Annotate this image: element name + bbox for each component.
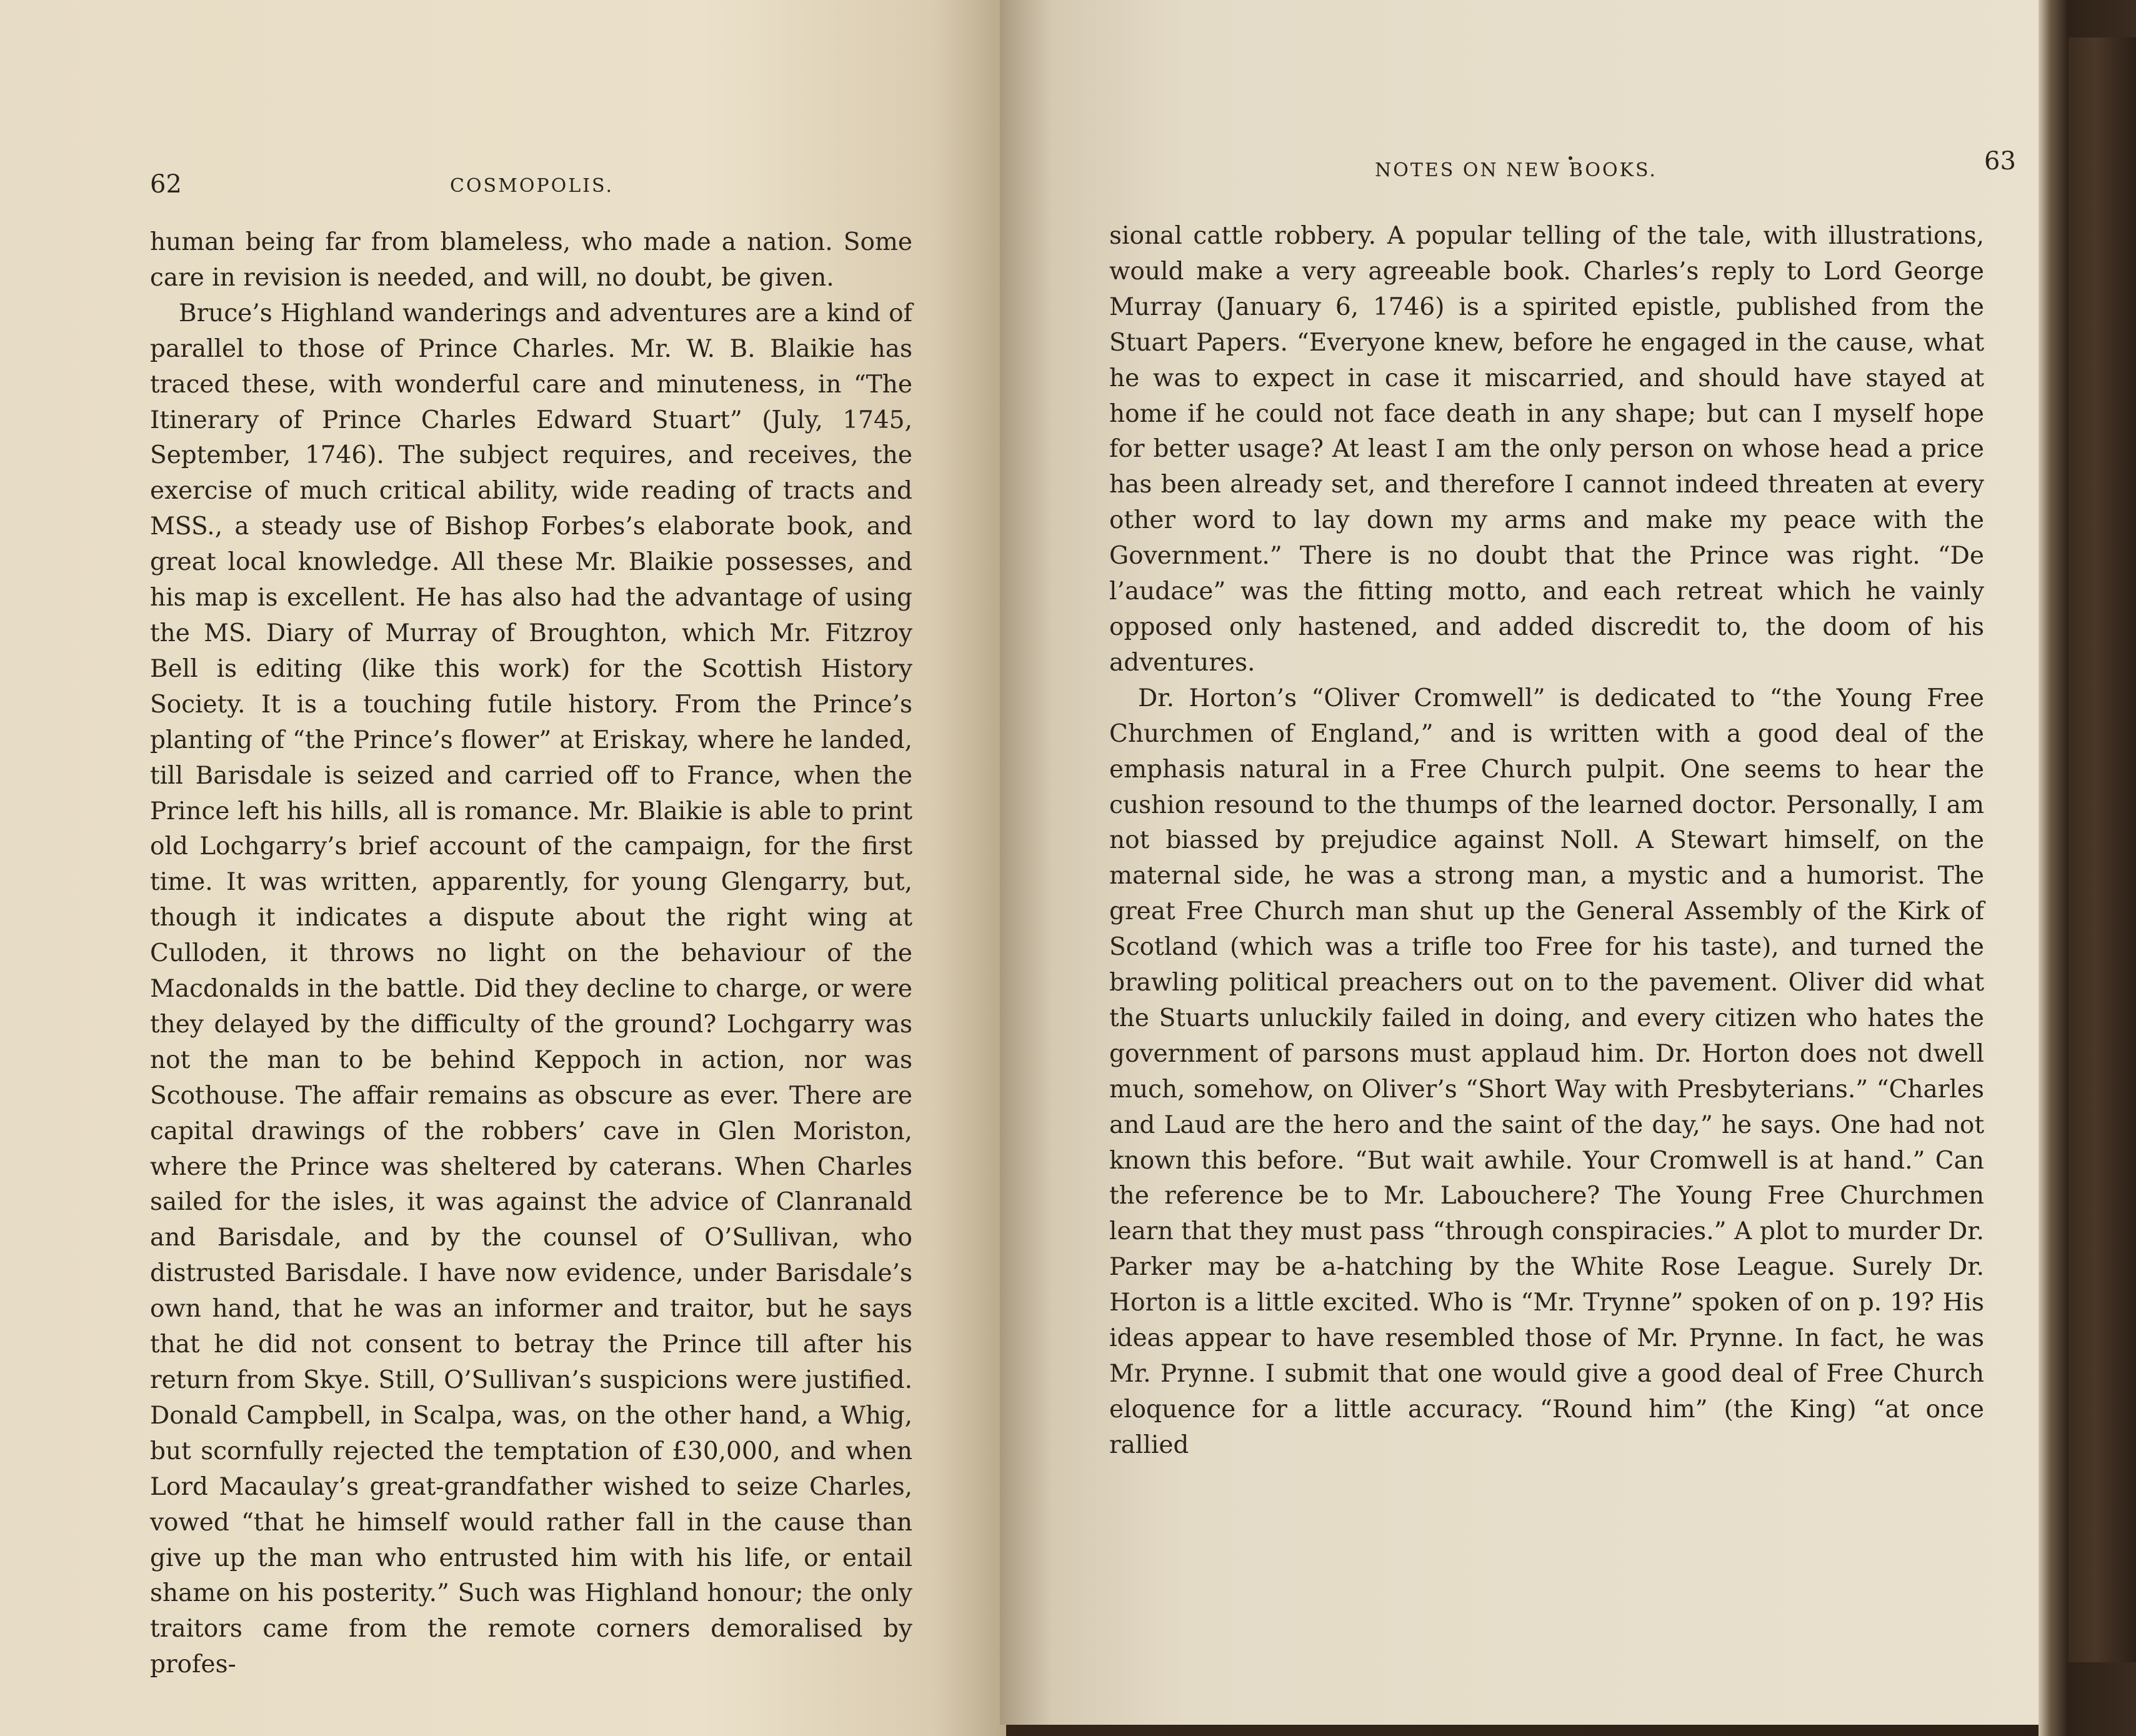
left-page-header	[150, 170, 912, 219]
right-page-header	[1337, 147, 2136, 203]
page-number: 62	[150, 170, 182, 199]
page-number: 63	[1984, 147, 2016, 176]
paragraph: Bruce’s Highland wanderings and adventures are a kind of parallel to those of Prince Charles. Mr. W. B. Blaikie has traced these, with wonderful care and minuteness, in “The Itinerary of Prince Charles Edward Stuart” (July, 1745, September, 1746). The subject requires, and receives, the exercise of much critical ability, wide reading of tracts and MSS., a steady use of Bishop Forbes’s elaborate book, and great local knowledge. All these Mr. Blaikie possesses, and his map is excellent. He has also had the advantage of using the MS. Diary of Murray of Broughton, which Mr. Fitzroy Bell is editing (like this work) for the Scottish History Society. It is a touching futile history. From the Prince’s planting of “the Prince’s flower” at Eriskay, where he landed, till Barisdale is seized and carried off to France, when the Prince left his hills, all is romance. Mr. Blaikie is able to print old Lochgarry’s brief account of the campaign, for the first time. It was written, apparently, for young Glengarry, but, though it indicates a dispute about the right wing at Culloden, it throws no light on the behaviour of the Macdonalds in the battle. Did they decline to charge, or were they delayed by the difficulty of the ground? Lochgarry was not the man to be behind Keppoch in action, nor was Scothouse. The affair remains as obscure as ever. There are capital drawings of the robbers’ cave in Glen Moriston, where the Prince was sheltered by caterans. When Charles sailed for the isles, it was against the advice of Clanranald and Barisdale, and by the counsel of O’Sullivan, who distrusted Barisdale. I have now evidence, under Barisdale’s own hand, that he was an informer and traitor, but he says that he did not consent to betray the Prince till after his return from Skye. Still, O’Sullivan’s suspicions were justified. Donald Campbell, in Scalpa, was, on the other hand, a Whig, but scornfully rejected the temptation of £30,000, and when Lord Macaulay’s great-grandfather wished to seize Charles, vowed “that he himself would rather fall in the cause than give up the man who entrusted him with his life, or entail shame on his posterity.” Such was Highland honour; the only traitors came from the remote corners demoralised by profes-	[150, 299, 912, 1679]
right-page-body	[1109, 219, 1984, 1464]
cover-board	[2069, 37, 2136, 1662]
paragraph: Dr. Horton’s “Oliver Cromwell” is dedicated to “the Young Free Churchmen of England,” and is written with a good deal of the emphasis natural in a Free Church pulpit. One seems to hear the cushion resound to the thumps of the learned doctor. Personally, I am not biassed by prejudice against Noll. A Stewart himself, on the maternal side, he was a strong man, a mystic and a humorist. The great Free Church man shut up the General Assembly of the Kirk of Scotland (which was a trifle too Free for his taste), and turned the brawling political preachers out on to the pavement. Oliver did what the Stuarts unluckily failed in doing, and every citizen who hates the government of parsons must applaud him. Dr. Horton does not dwell much, somehow, on Oliver’s “Short Way with Presbyterians.” “Charles and Laud are the hero and the saint of the day,” he says. One had not known this before. “But wait awhile. Your Cromwell is at hand.” Can the reference be to Mr. Labouchere? The Young Free Churchmen learn that they must pass “through conspiracies.” A plot to murder Dr. Parker may be a-hatching by the White Rose League. Surely Dr. Horton is a little excited. Who is “Mr. Trynne” spoken of on p. 19? His ideas appear to have resembled those of Mr. Prynne. In fact, he was Mr. Prynne. I submit that one would give a good deal of Free Church eloquence for a little accuracy. “Round him” (the King) “at once rallied	[1109, 684, 1984, 1459]
left-page-body	[150, 225, 912, 1683]
right-page	[1000, 0, 2047, 1725]
running-title: NOTES ON NEW BOOKS.	[1375, 159, 1657, 181]
running-title: COSMOPOLIS.	[450, 175, 614, 197]
book-cover-edge	[2039, 0, 2136, 1736]
left-page	[0, 0, 1006, 1736]
paragraph: human being far from blameless, who made a nation. Some care in revision is needed, and will, no doubt, be given.	[150, 228, 912, 292]
paragraph: sional cattle robbery. A popular telling of the tale, with illustrations, would make a very agreeable book. Charles’s reply to Lord George Murray (January 6, 1746) is a spirited epistle, published from the Stuart Papers. “Everyone knew, before he engaged in the cause, what he was to expect in case it miscarried, and should have stayed at home if he could not face death in any shape; but can I myself hope for better usage? At least I am the only person on whose head a price has been already set, and therefore I cannot indeed threaten at every other word to lay down my arms and make my peace with the Government.” There is no doubt that the Prince was right. “De l’audace” was the fitting motto, and each retreat which he vainly opposed only hastened, and added discredit to, the doom of his adventures.	[1109, 222, 1984, 677]
